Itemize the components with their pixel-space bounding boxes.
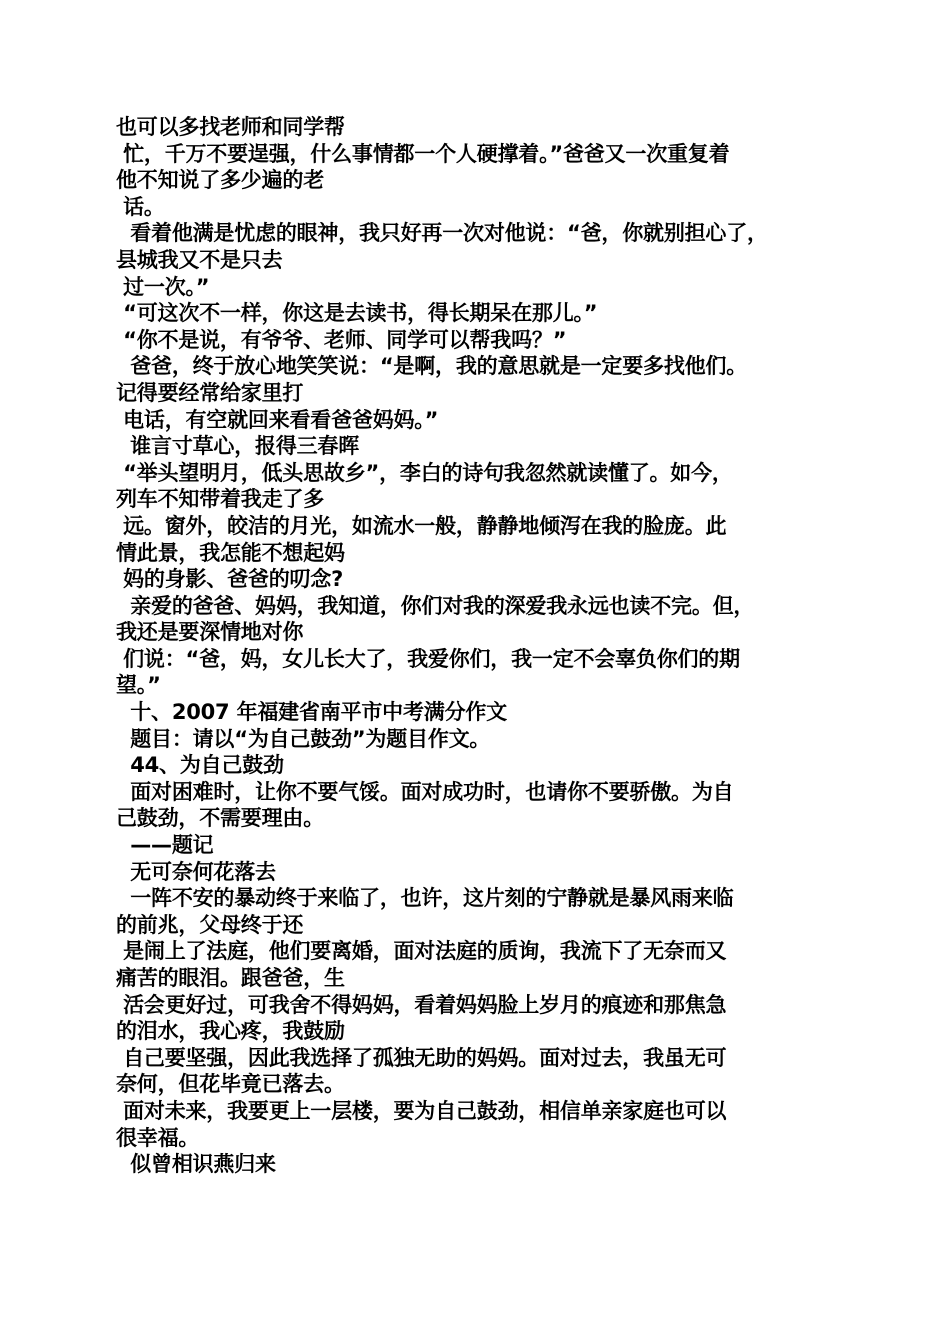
text-line: 县城我又不是只去 — [116, 247, 283, 272]
text-line: 很幸福。 — [116, 1125, 200, 1150]
text-line: 爸爸，终于放心地笑笑说：“是啊，我的意思就是一定要多找他们。 — [116, 354, 748, 379]
subsection-heading: 似曾相识燕归来 — [116, 1152, 276, 1177]
text-line: 忙，千万不要逞强，什么事情都一个人硬撑着。”爸爸又一次重复着 — [116, 141, 730, 166]
text-line: 我还是要深情地对你 — [116, 620, 304, 645]
text-line: 也可以多找老师和同学帮 — [116, 115, 345, 139]
text-line: 情此景，我怎能不想起妈 — [116, 540, 345, 565]
text-line: 面对困难时，让你不要气馁。面对成功时，也请你不要骄傲。为自 — [116, 779, 734, 804]
section-heading: 十、2007 年福建省南平市中考满分作文 — [116, 700, 507, 725]
text-line: 的前兆，父母终于还 — [116, 912, 304, 937]
text-line: 痛苦的眼泪。跟爸爸，生 — [116, 966, 345, 990]
text-line: 列车不知带着我走了多 — [116, 487, 324, 512]
text-line: 看着他满是忧虑的眼神，我只好再一次对他说：“爸，你就别担心了， — [116, 221, 768, 246]
text-line: 谁言寸草心，报得三春晖 — [116, 434, 360, 459]
text-line: 过一次。” — [116, 274, 210, 299]
subsection-heading: 无可奈何花落去 — [116, 859, 276, 884]
text-line: 是闹上了法庭，他们要离婚，面对法庭的质询，我流下了无奈而又 — [116, 939, 727, 964]
essay-title: 44、为自己鼓劲 — [116, 753, 284, 778]
epigraph-attribution: ——题记 — [116, 833, 214, 858]
text-line: 一阵不安的暴动终于来临了，也许，这片刻的宁静就是暴风雨来临 — [116, 886, 734, 911]
text-line: 活会更好过，可我舍不得妈妈，看着妈妈脸上岁月的痕迹和那焦急 — [116, 992, 727, 1017]
text-line: “可这次不一样，你这是去读书，得长期呆在那儿。” — [116, 301, 598, 326]
text-line: 他不知说了多少遍的老 — [116, 168, 324, 193]
text-line: 奈何，但花毕竟已落去。 — [116, 1072, 345, 1097]
text-line: 话。 — [116, 194, 165, 219]
document-body — [116, 114, 836, 1178]
text-line: 电话，有空就回来看看爸爸妈妈。” — [116, 407, 439, 432]
text-line: 亲爱的爸爸、妈妈，我知道，你们对我的深爱我永远也读不完。但， — [116, 593, 755, 618]
text-line: 妈的身影、爸爸的叨念? — [116, 567, 344, 592]
essay-prompt: 题目：请以“为自己鼓劲”为题目作文。 — [116, 726, 491, 751]
text-line: “举头望明月，低头思故乡”，李白的诗句我忽然就读懂了。如今， — [116, 460, 733, 485]
text-line: 远。窗外，皎洁的月光，如流水一般，静静地倾泻在我的脸庞。此 — [116, 513, 727, 538]
text-line: 的泪水，我心疼，我鼓励 — [116, 1019, 345, 1044]
text-line: 们说：“爸，妈，女儿长大了，我爱你们，我一定不会辜负你们的期 — [116, 646, 740, 671]
text-line: 自己要坚强，因此我选择了孤独无助的妈妈。面对过去，我虽无可 — [116, 1045, 727, 1070]
text-line: “你不是说，有爷爷、老师、同学可以帮我吗？” — [116, 327, 567, 352]
text-line: 望。” — [116, 673, 161, 698]
text-line: 面对未来，我要更上一层楼，要为自己鼓劲，相信单亲家庭也可以 — [116, 1098, 727, 1123]
text-line: 己鼓劲，不需要理由。 — [116, 806, 324, 831]
text-line: 记得要经常给家里打 — [116, 380, 304, 405]
